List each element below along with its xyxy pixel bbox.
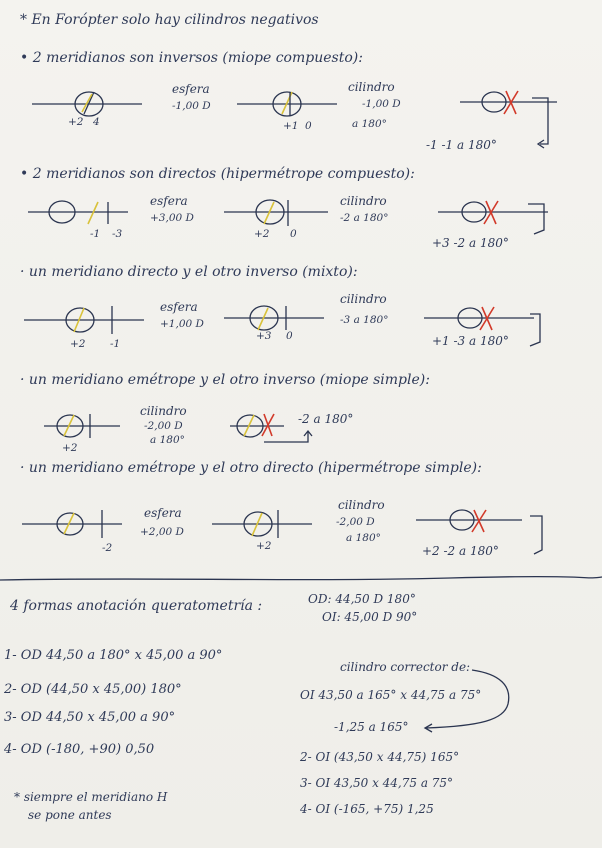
s5-esfera-word: esfera (144, 506, 182, 520)
s4-cil-word: cilindro (140, 404, 187, 418)
s4-cil-value: -2,00 D (144, 420, 183, 432)
cil-corrector-title: cilindro corrector de: (340, 660, 471, 674)
s5-label-c: +2 (256, 540, 272, 552)
section-5-heading: · un meridiano emétrope y el otro directo (hipermétrope simple): (20, 460, 482, 476)
oi-form-2: 2- OI (43,50 x 44,75) 165° (300, 750, 460, 764)
s1-label-d: 0 (305, 120, 312, 132)
s5-label-a: -2 (102, 542, 113, 554)
oi-form-3: 3- OI 43,50 x 44,75 a 75° (300, 776, 454, 790)
cil-result: -1,25 a 165° (334, 720, 409, 734)
s3-cil-value: -3 a 180° (340, 314, 389, 326)
s3-esfera-word: esfera (160, 300, 198, 314)
s5-cil-value: -2,00 D (336, 516, 375, 528)
oi-form-1: OI 43,50 a 165° x 44,75 a 75° (300, 688, 482, 702)
od-form-3: 3- OD 44,50 x 45,00 a 90° (4, 710, 176, 725)
note-line-2: se pone antes (28, 808, 112, 822)
section-2-heading: • 2 meridianos son directos (hipermétrope compuesto): (20, 166, 415, 182)
kerato-oi-ref: OI: 45,00 D 90° (322, 610, 418, 624)
s3-cil-word: cilindro (340, 292, 387, 306)
s1-label-b: 4 (93, 116, 100, 128)
s5-cil-axis: a 180° (346, 532, 381, 544)
od-form-1: 1- OD 44,50 a 180° x 45,00 a 90° (4, 648, 223, 663)
s4-cil-axis: a 180° (150, 434, 185, 446)
kerato-heading: 4 formas anotación queratometría : (10, 598, 263, 614)
s2-cil-value: -2 a 180° (340, 212, 389, 224)
s1-cil-value: -1,00 D (362, 98, 401, 110)
s1-result: -1 -1 a 180° (426, 138, 497, 152)
s1-cil-axis: a 180° (352, 118, 387, 130)
s3-label-a: +2 (70, 338, 86, 350)
s4-label-a: +2 (62, 442, 78, 454)
cil-bracket-arrow (420, 668, 520, 738)
s5-esfera-value: +2,00 D (140, 526, 184, 538)
s3-result: +1 -3 a 180° (432, 334, 509, 348)
s1-label-a: +2 (68, 116, 84, 128)
oi-form-4: 4- OI (-165, +75) 1,25 (300, 802, 434, 816)
section-divider (0, 574, 602, 584)
s3-esfera-value: +1,00 D (160, 318, 204, 330)
kerato-od-ref: OD: 44,50 D 180° (308, 592, 416, 606)
s1-esfera-value: -1,00 D (172, 100, 211, 112)
s3-label-b: -1 (110, 338, 121, 350)
s3-label-c: +3 (256, 330, 272, 342)
s1-cil-word: cilindro (348, 80, 395, 94)
section-1-diagram (32, 90, 592, 160)
s2-esfera-value: +3,00 D (150, 212, 194, 224)
section-3-heading: · un meridiano directo y el otro inverso (mixto): (20, 264, 358, 280)
page-title: * En Forópter solo hay cilindros negativos (20, 12, 319, 28)
section-1-heading: • 2 meridianos son inversos (miope compuesto): (20, 50, 363, 66)
s2-label-b: -3 (112, 228, 123, 240)
s5-cil-word: cilindro (338, 498, 385, 512)
s2-cil-word: cilindro (340, 194, 387, 208)
s2-esfera-word: esfera (150, 194, 188, 208)
note-line-1: * siempre el meridiano H (14, 790, 168, 804)
s2-label-d: 0 (290, 228, 297, 240)
s4-result: -2 a 180° (298, 412, 354, 426)
od-form-4: 4- OD (-180, +90) 0,50 (4, 742, 155, 757)
s3-label-d: 0 (286, 330, 293, 342)
od-form-2: 2- OD (44,50 x 45,00) 180° (4, 682, 182, 697)
s5-result: +2 -2 a 180° (422, 544, 499, 558)
s1-label-c: +1 (283, 120, 299, 132)
s1-esfera-word: esfera (172, 82, 210, 96)
s2-result: +3 -2 a 180° (432, 236, 509, 250)
section-5-diagram (22, 510, 582, 570)
s2-label-a: -1 (90, 228, 101, 240)
s2-label-c: +2 (254, 228, 270, 240)
section-4-heading: · un meridiano emétrope y el otro inverso (miope simple): (20, 372, 430, 388)
